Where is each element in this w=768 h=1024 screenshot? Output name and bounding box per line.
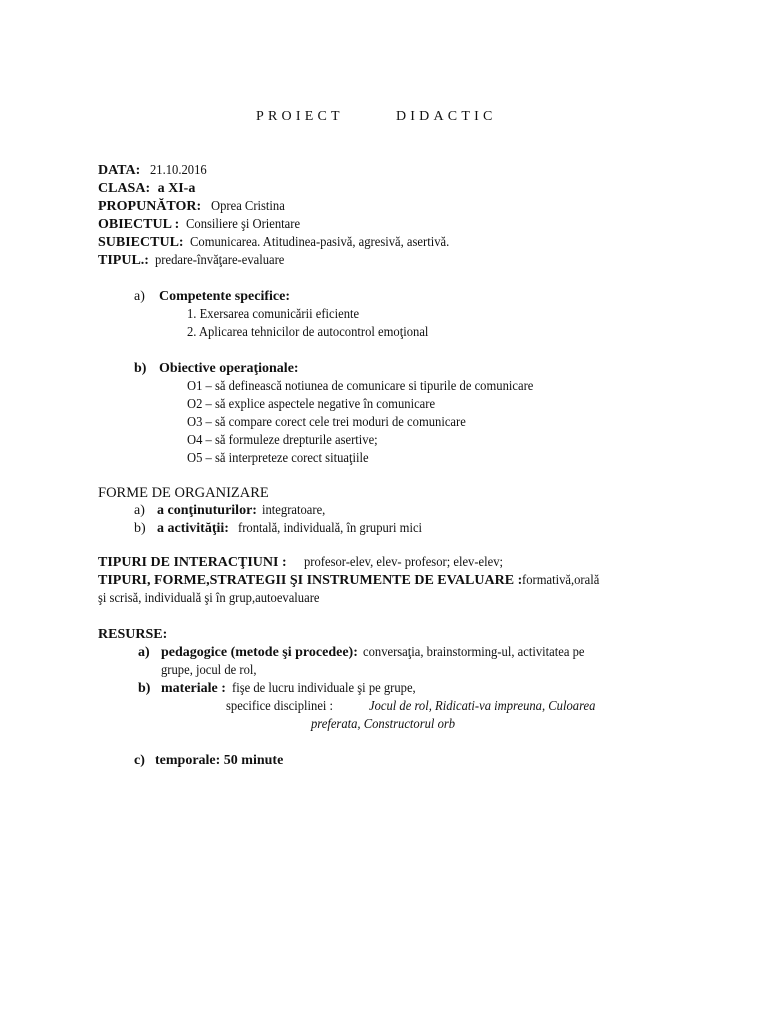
propunator-value: Oprea Cristina xyxy=(210,199,285,214)
forme-heading: FORME DE ORGANIZARE xyxy=(98,485,269,501)
resurse-b-italic-value-1: Jocul de rol, Ridicati-va impreuna, Culoarea xyxy=(369,699,596,714)
resurse-a-line-2 xyxy=(161,662,267,680)
resurse-a-label: pedagogice (metode şi procedee): xyxy=(161,645,358,660)
competenta-2: 2. Aplicarea tehnicilor de autocontrol emoţional xyxy=(187,325,429,340)
obiectul-label: OBIECTUL : xyxy=(98,217,180,232)
list-item xyxy=(187,432,399,450)
evaluare-value-2: şi scrisă, individuală şi în grup,autoevaluare xyxy=(98,591,320,606)
tipul-label: TIPUL.: xyxy=(98,253,149,268)
resurse-b-italic-2 xyxy=(311,716,471,734)
title-word-didactic: DIDACTIC xyxy=(396,109,497,124)
obiectiv-o5: O5 – să interpreteze corect situaţiile xyxy=(187,451,369,466)
resurse-b-italic-value-2: preferata, Constructorul orb xyxy=(311,717,456,732)
obiectiv-o4: O4 – să formuleze drepturile asertive; xyxy=(187,433,378,448)
subiectul-label: SUBIECTUL: xyxy=(98,235,184,250)
resurse-b-italic-1 xyxy=(369,698,621,716)
resurse-heading: RESURSE: xyxy=(98,627,168,642)
data-line xyxy=(98,162,213,180)
title-word-proiect: PROIECT xyxy=(256,109,344,124)
interactiuni-label: TIPURI DE INTERACŢIUNI : xyxy=(98,555,287,570)
forme-b-value: frontală, individuală, în grupuri mici xyxy=(238,521,423,536)
list-item xyxy=(187,396,463,414)
tipul-value: predare-învăţare-evaluare xyxy=(155,253,285,268)
evaluare-line-2 xyxy=(98,590,344,608)
list-item xyxy=(187,378,572,396)
resurse-c-label: temporale: 50 minute xyxy=(155,753,284,768)
resurse-b-label: materiale : xyxy=(161,681,226,696)
clasa-line xyxy=(98,180,195,198)
competenta-1: 1. Exersarea comunicării eficiente xyxy=(187,307,360,322)
obiective-heading: Obiective operaţionale: xyxy=(159,361,299,376)
data-value: 21.10.2016 xyxy=(149,163,207,178)
obiective-marker: b) xyxy=(134,361,147,376)
forme-a-marker: a) xyxy=(134,503,145,518)
forme-a-value: integratoare, xyxy=(262,503,326,518)
forme-b-line xyxy=(157,520,443,538)
tipul-line xyxy=(98,252,299,270)
obiectiv-o3: O3 – să compare corect cele trei moduri de comunicare xyxy=(187,415,466,430)
interactiuni-value: profesor-elev, elev- profesor; elev-elev; xyxy=(304,555,504,570)
obiectul-line xyxy=(98,216,313,234)
resurse-c-marker: c) xyxy=(134,753,145,768)
forme-a-line xyxy=(157,502,333,520)
interactiuni-line xyxy=(98,554,525,572)
clasa-label: CLASA: xyxy=(98,181,151,196)
propunator-label: PROPUNĂTOR: xyxy=(98,199,202,214)
data-label: DATA: xyxy=(98,163,141,178)
obiectul-value: Consiliere şi Orientare xyxy=(185,217,300,232)
subiectul-line xyxy=(98,234,478,252)
resurse-a-line-1 xyxy=(161,644,609,662)
clasa-value: a XI-a xyxy=(157,181,196,196)
evaluare-label: TIPURI, FORME,STRATEGII ŞI INSTRUMENTE DE EVALUARE : xyxy=(98,573,523,588)
list-item xyxy=(187,324,455,342)
forme-b-label: a activităţii: xyxy=(157,521,229,536)
resurse-b-line-1 xyxy=(161,680,437,698)
subiectul-value: Comunicarea. Atitudinea-pasivă, agresivă, asertivă. xyxy=(190,235,450,250)
list-item xyxy=(187,306,378,324)
resurse-b-marker: b) xyxy=(138,681,151,696)
resurse-a-marker: a) xyxy=(138,645,150,660)
resurse-b-line-2 xyxy=(226,698,345,716)
obiectiv-o1: O1 – să definească notiunea de comunicare si tipurile de comunicare xyxy=(187,379,534,394)
resurse-a-value-2: grupe, jocul de rol, xyxy=(161,663,257,678)
forme-a-label: a conţinuturilor: xyxy=(157,503,257,518)
resurse-a-value-1: conversaţia, brainstorming-ul, activitatea pe xyxy=(363,645,585,660)
forme-b-marker: b) xyxy=(134,521,146,536)
resurse-b-value: fişe de lucru individuale şi pe grupe, xyxy=(232,681,417,696)
list-item xyxy=(187,414,497,432)
evaluare-value-1: formativă,orală xyxy=(522,573,600,588)
propunator-line xyxy=(98,198,293,216)
evaluare-line-1 xyxy=(98,572,608,590)
obiectiv-o2: O2 – să explice aspectele negative în comunicare xyxy=(187,397,436,412)
resurse-b-specifice: specifice disciplinei : xyxy=(226,699,334,714)
competente-marker: a) xyxy=(134,289,145,304)
list-item xyxy=(187,450,389,468)
competente-heading: Competente specifice: xyxy=(159,289,291,304)
